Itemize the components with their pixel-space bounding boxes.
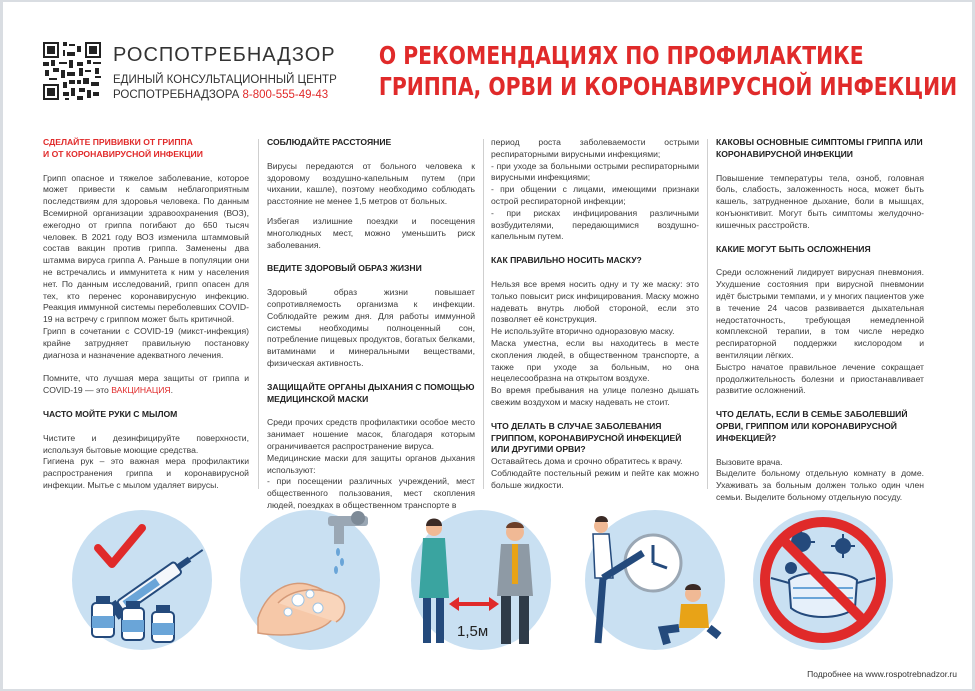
paragraph: Среди осложнений лидирует вирусная пневмония. Ухудшение состояния при вирусной пневмонии идёт быстрыми темпами, и у многих пациентов уже в течение 24 часов развивается дыхательная недостаточность, требующая немедленной комплексной терапии, в том числе нередко респираторной поддержки кислородом и вентиляции лёгких. — [716, 267, 924, 360]
heading-line: СДЕЛАЙТЕ ПРИВИВКИ ОТ ГРИППА — [43, 137, 193, 147]
center-line-2 — [113, 88, 337, 103]
text: . — [170, 385, 174, 396]
heading-symptoms: КАКОВЫ ОСНОВНЫЕ СИМПТОМЫ ГРИППА ИЛИ КОРОНАВИРУСНОЙ ИНФЕКЦИИ — [716, 137, 923, 159]
paragraph: Выделите больному отдельную комнату в доме. Ухаживать за больным должен только один член семьи. Выделите больному отдельную посуду. — [716, 468, 924, 502]
paragraph: Среди прочих средств профилактики особое место занимает ношение масок, благодаря которым ограничивается распространение вируса. — [267, 417, 475, 451]
paragraph: Вызовите врача. — [716, 456, 783, 467]
heading-wash-hands: ЧАСТО МОЙТЕ РУКИ С МЫЛОМ — [43, 408, 178, 419]
page-title — [378, 40, 958, 102]
vaccine-syringe-icon — [70, 508, 215, 653]
center-line-2-text: РОСПОТРЕБНАДЗОРА — [113, 89, 240, 101]
column-distance — [267, 137, 475, 512]
paragraph: Вирусы передаются от больного человека к здоровому воздушно-капельным путем (при чихании, кашле), поэтому необходимо соблюдать расстояние не менее 1,5 метров от больных. — [267, 160, 475, 207]
qr-code-icon — [43, 42, 101, 100]
paragraph: Повышение температуры тела, озноб, головная боль, слабость, заложенность носа, может быть кашель, затрудненное дыхание, боли в мышцах, конъюнктивит. Могут быть симптомы желудочно-кишечных расстройств. — [716, 172, 924, 230]
footer-link[interactable]: Подробнее на www.rospotrebnadzor.ru — [807, 669, 957, 679]
heading-healthy-lifestyle: ВЕДИТЕ ЗДОРОВЫЙ ОБРАЗ ЖИЗНИ — [267, 263, 422, 274]
paragraph: Маска уместна, если вы находитесь в месте скопления людей, в общественном транспорте, а также при уходе за больным, но она нецелесообразна на открытом воздухе. — [491, 337, 699, 384]
no-virus-mask-icon — [751, 508, 896, 653]
title-line-1: О РЕКОМЕНДАЦИЯХ ПО ПРОФИЛАКТИКЕ — [378, 41, 864, 70]
paragraph: Грипп в сочетании с COVID-19 (микст-инфекция) крайне затрудняет правильную постановку диагноза и назначение адекватного лечения. — [43, 325, 249, 360]
brand-subtitle — [113, 73, 337, 103]
paragraph: период роста заболеваемости острыми респираторными вирусными инфекциями; — [491, 137, 699, 159]
paragraph: Соблюдайте постельный режим и пейте как можно больше жидкости. — [491, 467, 699, 490]
paragraph: - при общении с лицами, имеющими признаки острой респираторной инфекции; — [491, 184, 699, 206]
vaccination-highlight: ВАКЦИНАЦИЯ — [111, 385, 171, 396]
hotline-phone[interactable]: 8-800-555-49-43 — [242, 89, 329, 101]
heading-if-sick: ЧТО ДЕЛАТЬ В СЛУЧАЕ ЗАБОЛЕВАНИЯ ГРИППОМ, КОРОНАВИРУСНОЙ ИНФЕКЦИЕЙ ИЛИ ДРУГИМИ ОРВИ? — [491, 420, 682, 455]
heading-complications: КАКИЕ МОГУТ БЫТЬ ОСЛОЖНЕНИЯ — [716, 243, 871, 254]
paragraph: Чистите и дезинфицируйте поверхности, используя бытовые моющие средства. — [43, 432, 249, 455]
column-symptoms — [716, 137, 924, 504]
paragraph: Нельзя все время носить одну и ту же маску: это только повысит риск инфицирования. Маску можно надевать внутрь любой стороной, если это позволяет её конструкция. — [491, 278, 699, 325]
paragraph: Медицинские маски для защиты органов дыхания используют: — [267, 452, 475, 475]
heading-distance: СОБЛЮДАЙТЕ РАССТОЯНИЕ — [267, 137, 392, 147]
column-divider — [483, 139, 484, 489]
paragraph: Не используйте вторично одноразовую маску. — [491, 326, 675, 337]
column-divider — [258, 139, 259, 489]
heading-vaccination — [43, 137, 249, 161]
distance-label: 1,5м — [457, 623, 489, 640]
paragraph: - при рисках инфицирования различными возбудителями, передающимися воздушно-капельным путем. — [491, 207, 699, 242]
paragraph: Оставайтесь дома и срочно обратитесь к врачу. — [491, 456, 683, 467]
column-vaccination — [43, 137, 249, 492]
paragraph: Избегая излишние поездки и посещения многолюдных мест, можно уменьшить риск заболевания. — [267, 215, 475, 250]
paragraph: - при посещении различных учреждений, мест общественного пользования, мест скопления людей, поездках в общественном транспорте в — [267, 476, 475, 510]
heading-wear-mask: КАК ПРАВИЛЬНО НОСИТЬ МАСКУ? — [491, 255, 642, 266]
paragraph: - при уходе за больными острыми респираторными вирусными инфекциями; — [491, 160, 699, 183]
paragraph: Гигиена рук – это важная мера профилактики распространения гриппа и коронавирусной инфекции. Мытье с мылом удаляет вирусы. — [43, 456, 249, 490]
brand-name: РОСПОТРЕБНАДЗОР — [113, 44, 336, 66]
heading-line: И ОТ КОРОНАВИРУСНОЙ ИНФЕКЦИИ — [43, 148, 203, 159]
column-masks — [491, 137, 699, 492]
paragraph — [43, 373, 249, 397]
title-line-2: ГРИППА, ОРВИ И КОРОНАВИРУСНОЙ ИНФЕКЦИИ — [378, 72, 958, 101]
brand-block — [113, 44, 337, 103]
hand-washing-icon — [238, 508, 383, 653]
column-divider — [707, 139, 708, 489]
paragraph: Во время пребывания на улице полезно дышать свежим воздухом и маску надевать не стоит. — [491, 385, 699, 407]
heading-masks: ЗАЩИЩАЙТЕ ОРГАНЫ ДЫХАНИЯ С ПОМОЩЬЮ МЕДИЦИНСКОЙ МАСКИ — [267, 381, 475, 404]
center-line-1: ЕДИНЫЙ КОНСУЛЬТАЦИОННЫЙ ЦЕНТР — [113, 74, 337, 86]
heading-family-member-sick: ЧТО ДЕЛАТЬ, ЕСЛИ В СЕМЬЕ ЗАБОЛЕВШИЙ ОРВИ, ГРИППОМ ИЛИ КОРОНАВИРУСНОЙ ИНФЕКЦИЕЙ? — [716, 409, 908, 443]
poster — [3, 2, 972, 689]
text: Помните, что лучшая мера защиты от гриппа и COVID-19 — это — [43, 373, 249, 396]
paragraph: Здоровый образ жизни повышает сопротивляемость организма к инфекции. Соблюдайте режим дня. Для работы иммунной системы необходимы полноценный сон, потребление пищевых продуктов, богатых белками, витаминами и минеральными веществами, физическая активность. — [267, 287, 475, 368]
healthy-lifestyle-icon — [583, 508, 728, 653]
paragraph: Грипп опасное и тяжелое заболевание, которое может привести к самым неблагоприятным последствиям для здоровья человека. По данным Всемирной организации здравоохранения (ВОЗ), ежегодно от гриппа погибают до 650 тысяч человек. В 2021 году ВОЗ изменила штаммовый состав вакцин против гриппа. Заменены два штамма вируса гриппа А. Раньше в популяции они не встречались и иммунитета к ним у населения нет. По данным исследований, грипп опасен для тех, кто перенес коронавирусную инфекцию. Реакция иммунной системы переболевших COVID-19 на встречу с гриппом может быть критичной. — [43, 172, 249, 325]
social-distance-icon — [409, 508, 554, 653]
paragraph: Быстро начатое правильное лечение сокращает продолжительность болезни и приостанавливает развитие осложнений. — [716, 361, 924, 396]
